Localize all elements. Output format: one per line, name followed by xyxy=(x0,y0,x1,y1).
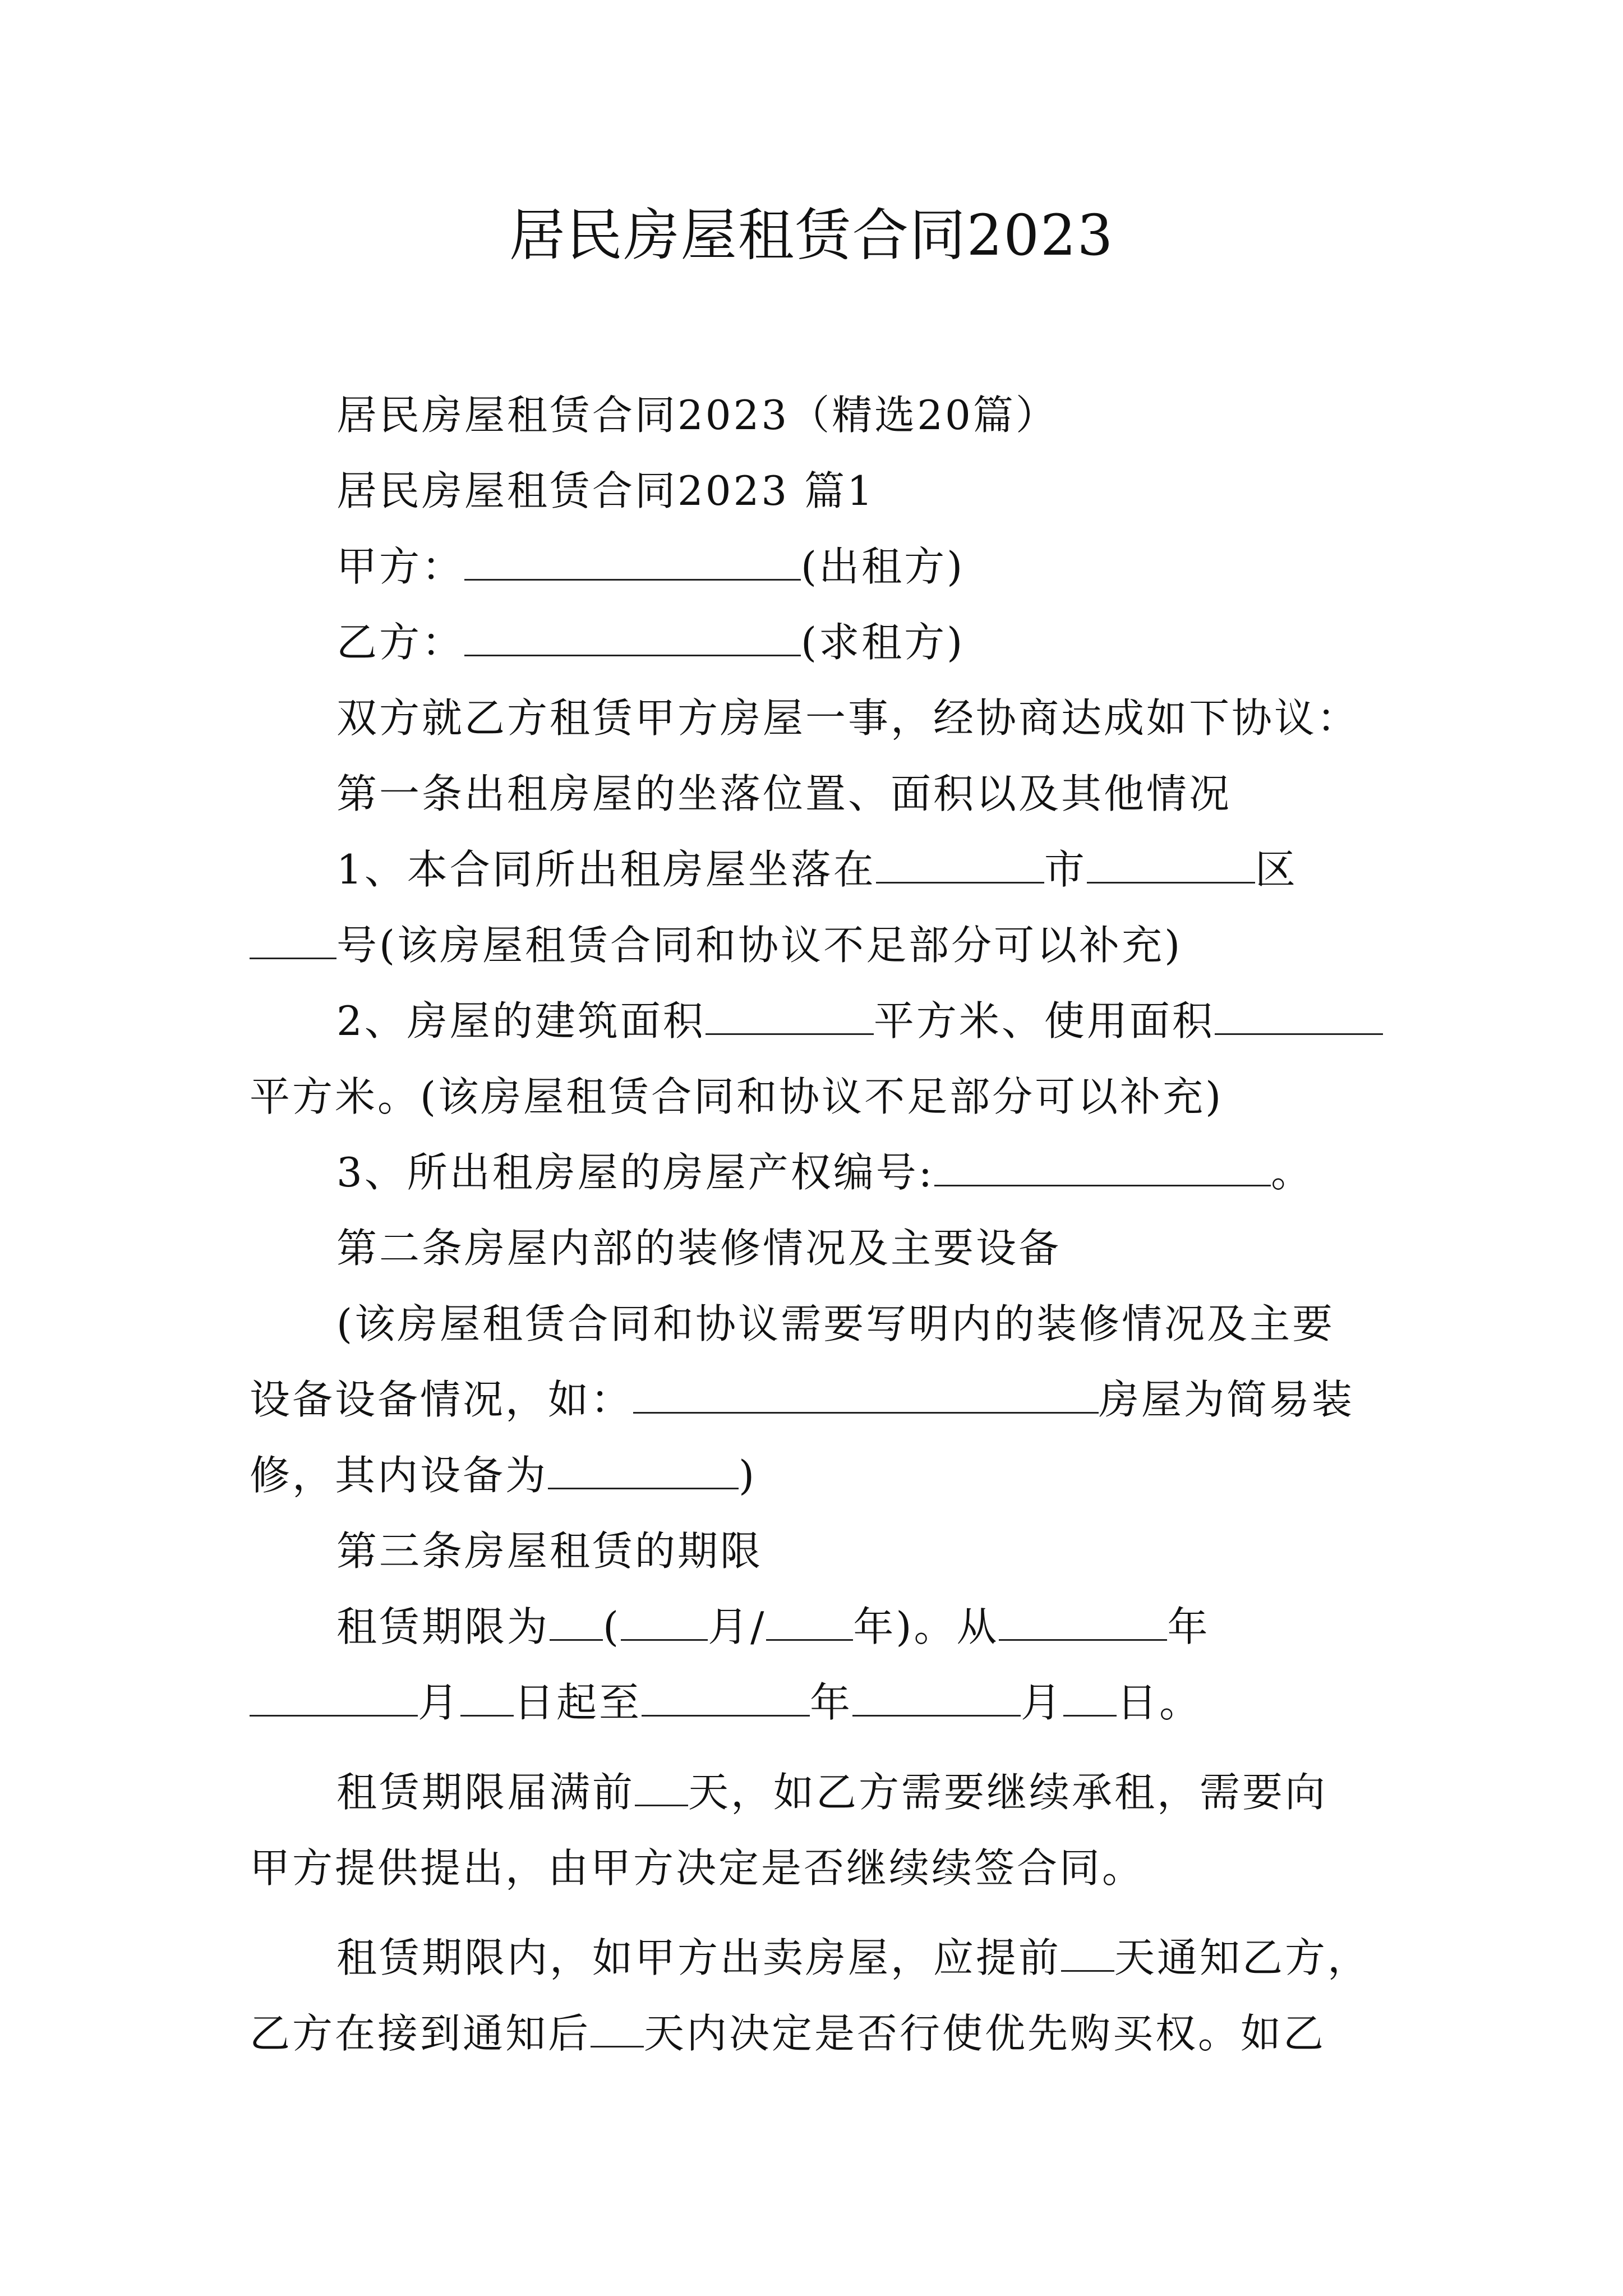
equipment-example-label: 设备设备情况，如： xyxy=(250,1376,634,1423)
district-label: 区 xyxy=(1255,846,1298,893)
property-number-blank xyxy=(934,1150,1271,1186)
renewal-cont-text: 甲方提供提出，由甲方决定是否继续续签合同。 xyxy=(250,1844,1145,1892)
party-b-line xyxy=(336,614,1396,670)
city-label: 市 xyxy=(1044,846,1087,893)
term-blank xyxy=(550,1604,603,1641)
renewal-line xyxy=(336,1764,1396,1820)
renewal-text: 天，如乙方需要继续承租，需要向 xyxy=(688,1769,1328,1816)
clause-1-1 xyxy=(336,841,1396,898)
clause-1-2-cont-text: 平方米。(该房屋租赁合同和协议不足部分可以补充) xyxy=(250,1073,1224,1120)
article-2-heading xyxy=(336,1220,1396,1276)
end-month-label: 月 xyxy=(1021,1679,1064,1726)
sale-notice-line xyxy=(336,1930,1396,1986)
article-3-heading xyxy=(336,1523,1396,1579)
renewal-cont xyxy=(250,1840,1394,1896)
month-blank xyxy=(621,1604,708,1641)
clause-1-1-cont-text: 号(该房屋租赁合同和协议不足部分可以补充) xyxy=(336,922,1183,969)
equipment-label: 修，其内设备为 xyxy=(250,1452,548,1499)
article-2-note-cont xyxy=(250,1372,1394,1428)
clause-1-1-text: 1、本合同所出租房屋坐落在 xyxy=(336,846,876,893)
agreement-intro xyxy=(336,690,1396,746)
clause-1-1-cont xyxy=(250,917,1394,973)
article-2-note-end xyxy=(250,1447,1394,1503)
renewal-label: 租赁期限届满前 xyxy=(336,1769,635,1816)
paren-open: ( xyxy=(603,1603,621,1650)
decision-text: 天内决定是否行使优先购买权。如乙 xyxy=(644,2010,1326,2057)
from-label: 年)。从 xyxy=(853,1603,999,1650)
article-2-heading-text: 第二条房屋内部的装修情况及主要设备 xyxy=(336,1225,1062,1272)
end-day-blank xyxy=(1063,1680,1117,1717)
section-heading-text: 居民房屋租赁合同2023 篇1 xyxy=(336,467,875,514)
article-2-note xyxy=(336,1296,1396,1352)
party-b-label: 乙方： xyxy=(336,619,465,666)
section-heading xyxy=(336,463,1396,519)
article-2-note-text: (该房屋租赁合同和协议需要写明内的装修情况及主要 xyxy=(336,1300,1335,1347)
article-3-heading-text: 第三条房屋租赁的期限 xyxy=(336,1527,763,1575)
equipment-example-blank xyxy=(633,1377,1099,1414)
start-month-label: 月 xyxy=(418,1679,461,1726)
end-month-blank xyxy=(852,1680,1021,1717)
party-b-role: (求租方) xyxy=(801,619,965,666)
agreement-intro-text: 双方就乙方租赁甲方房屋一事，经协商达成如下协议： xyxy=(336,694,1360,742)
sale-notice-cont xyxy=(250,2005,1394,2062)
city-blank xyxy=(876,847,1044,884)
building-area-blank xyxy=(706,999,874,1035)
clause-1-3 xyxy=(336,1144,1396,1200)
district-blank xyxy=(1087,847,1255,884)
sale-notice-text: 天通知乙方， xyxy=(1114,1934,1371,1981)
start-month-blank xyxy=(250,1680,418,1717)
end-year-blank xyxy=(642,1680,810,1717)
clause-1-3-end: 。 xyxy=(1271,1149,1314,1196)
article-1-heading-text: 第一条出租房屋的坐落位置、面积以及其他情况 xyxy=(336,770,1232,817)
year-blank xyxy=(766,1604,853,1641)
number-blank xyxy=(250,923,336,959)
article-1-heading xyxy=(336,766,1396,822)
clause-1-2-cont xyxy=(250,1069,1394,1125)
notice-days-blank xyxy=(1061,1935,1114,1972)
end-day-label: 日。 xyxy=(1117,1679,1202,1726)
equipment-blank xyxy=(548,1453,739,1489)
clause-1-3-text: 3、所出租房屋的房屋产权编号: xyxy=(336,1149,935,1196)
sale-notice-label: 租赁期限内，如甲方出卖房屋，应提前 xyxy=(336,1934,1062,1981)
renewal-days-blank xyxy=(635,1770,688,1806)
decision-days-blank xyxy=(591,2011,644,2047)
clause-1-2-text: 2、房屋的建筑面积 xyxy=(336,997,706,1045)
month-label: 月/ xyxy=(708,1603,767,1650)
decision-label: 乙方在接到通知后 xyxy=(250,2010,591,2057)
party-a-role: (出租方) xyxy=(801,543,965,590)
party-a-label: 甲方： xyxy=(336,543,465,590)
start-year-blank xyxy=(999,1604,1167,1641)
party-b-blank xyxy=(464,620,801,656)
decoration-label: 房屋为简易装 xyxy=(1099,1376,1355,1423)
document-title: 居民房屋租赁合同2023 xyxy=(509,203,1114,268)
start-year-label: 年 xyxy=(1167,1603,1210,1650)
equipment-close: ) xyxy=(739,1452,757,1499)
subtitle-text: 居民房屋租赁合同2023（精选20篇） xyxy=(336,392,1058,439)
clause-1-2 xyxy=(336,993,1396,1049)
lease-dates-line xyxy=(250,1674,1394,1731)
party-a-blank xyxy=(464,544,801,581)
end-year-label: 年 xyxy=(810,1679,853,1726)
lease-term-line xyxy=(336,1599,1396,1655)
subtitle-line xyxy=(336,387,1396,443)
start-day-blank xyxy=(460,1680,514,1717)
until-label: 日起至 xyxy=(514,1679,642,1726)
lease-term-label: 租赁期限为 xyxy=(336,1603,550,1650)
usable-area-blank xyxy=(1215,999,1383,1035)
usable-area-label: 平方米、使用面积 xyxy=(873,997,1215,1045)
party-a-line xyxy=(336,539,1396,595)
